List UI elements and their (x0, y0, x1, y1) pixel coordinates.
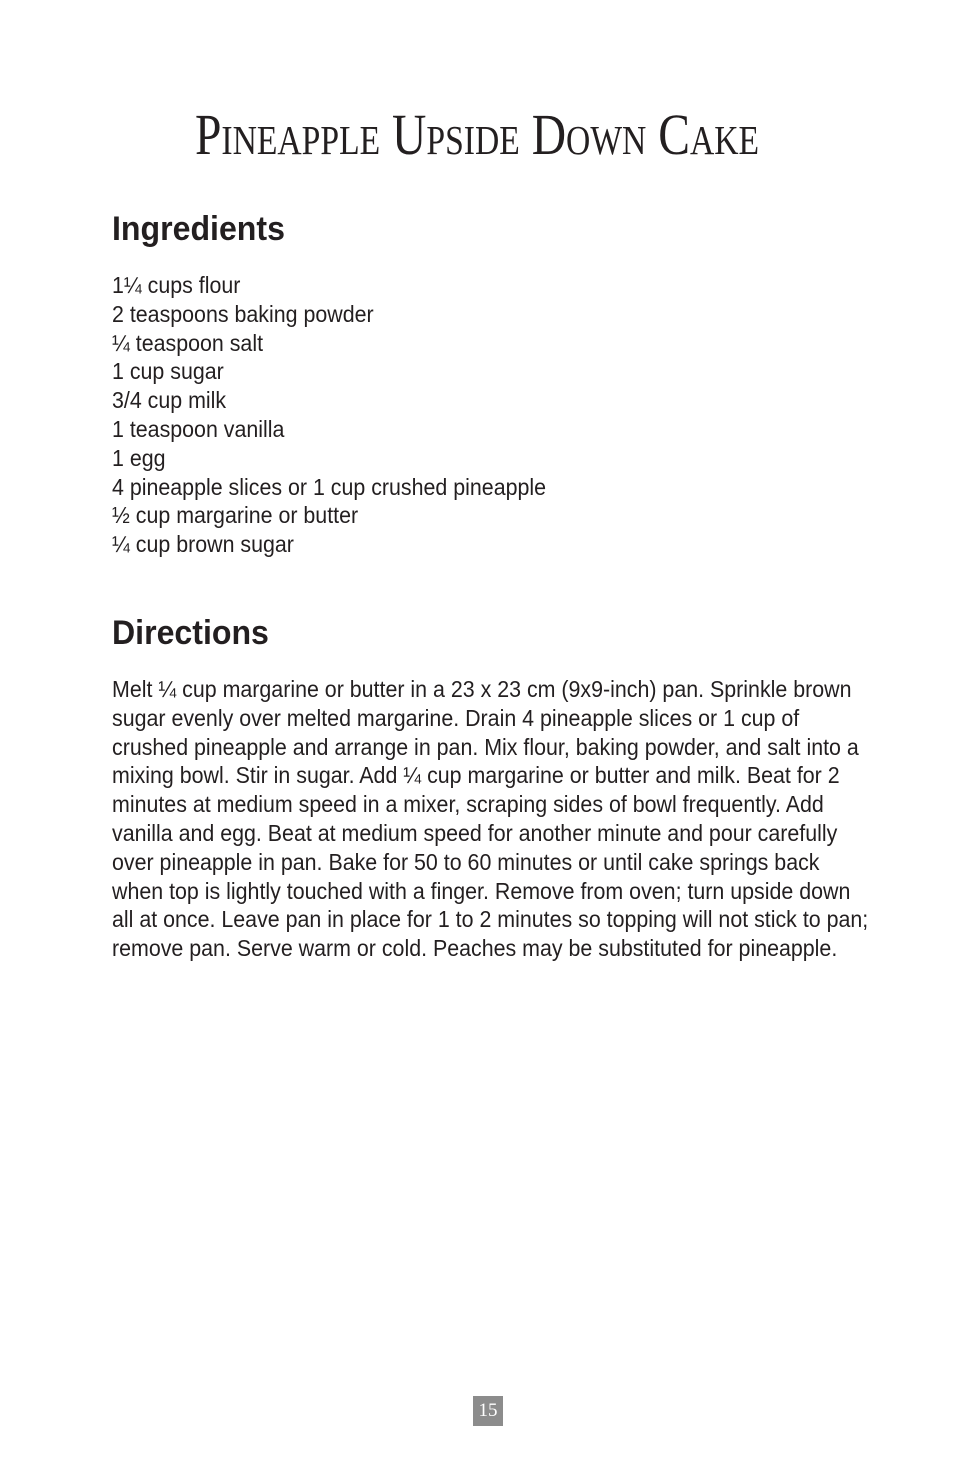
ingredient-item: 4 pineapple slices or 1 cup crushed pineapple (112, 473, 547, 500)
ingredients-list (112, 271, 828, 559)
ingredients-heading: Ingredients (112, 210, 285, 248)
ingredient-item: ½ cup margarine or butter (112, 502, 359, 529)
ingredient-item: 1 teaspoon vanilla (112, 415, 285, 442)
ingredient-item: 1¼ cups flour (112, 272, 241, 298)
ingredient-item: 1 egg (112, 444, 166, 471)
page-number: 15 (473, 1396, 503, 1426)
directions-heading: Directions (112, 613, 269, 652)
recipe-content (112, 210, 869, 963)
ingredient-item: 2 teaspoons baking powder (112, 300, 374, 327)
directions-text: Melt ¼ cup margarine or butter in a 23 x 23 cm (9x9-inch) pan. Sprinkle brown sugar evenly over melted margarine. Drain 4 pineapple slices or 1 cup of crushed pineapple and arrange in pan. Mix flour, baking powder, and salt into a mixing bowl. Stir in sugar. Add ¼ cup margarine or butter and milk. Beat for 2 minutes at medium speed in a mixer, scraping sides of bowl frequently. Add vanilla and egg. Beat at medium speed for another minute and pour carefully over pineapple in pan. Bake for 50 to 60 minutes or until cake springs back when top is lightly touched with a finger. Remove from oven; turn upside down all at once. Leave pan in place for 1 to 2 minutes so topping will not stick to pan; remove pan. Serve warm or cold. Peaches may be substituted for pineapple. (112, 675, 869, 962)
ingredient-item: 1 cup sugar (112, 358, 224, 385)
ingredient-item: ¼ cup brown sugar (112, 531, 294, 558)
ingredient-item: ¼ teaspoon salt (112, 329, 264, 356)
page-title: Pineapple Upside Down Cake (194, 102, 760, 167)
ingredient-item: 3/4 cup milk (112, 387, 227, 414)
